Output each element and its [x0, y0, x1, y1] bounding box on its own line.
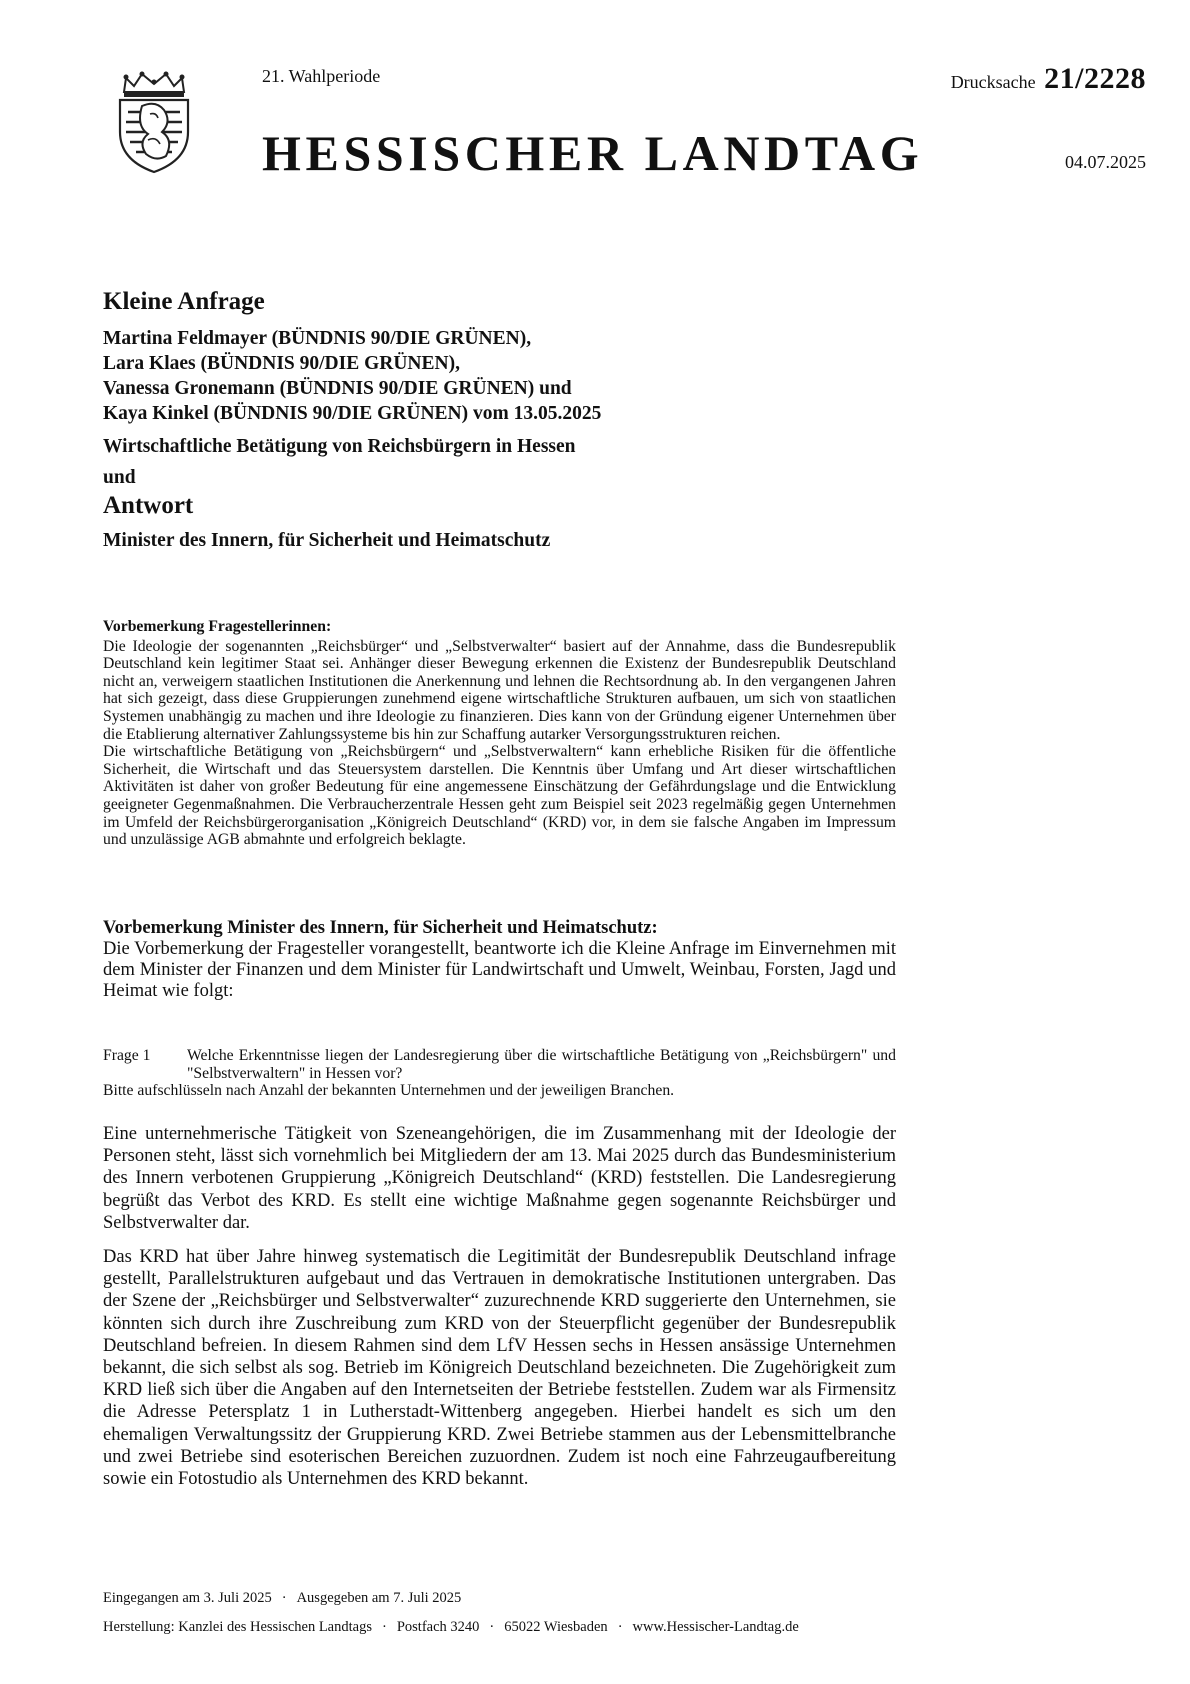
vorbemerkung-minister — [103, 918, 896, 1002]
frage-1 — [103, 1047, 896, 1100]
frage-subtext: Bitte aufschlüsseln nach Anzahl der bekannten Unternehmen und der jeweiligen Branchen. — [103, 1082, 675, 1100]
subject: Wirtschaftliche Betätigung von Reichsbürgern in Hessen — [103, 436, 576, 457]
postfach: Postfach 3240 — [396, 1619, 480, 1635]
author-line: Kaya Kinkel (BÜNDNIS 90/DIE GRÜNEN) vom 13.05.2025 — [103, 403, 602, 424]
answer-paragraph: Eine unternehmerische Tätigkeit von Szeneangehörigen, die im Zusammenhang mit der Ideologie der Personen steht, lässt sich vornehmlich bei Mitgliedern der am 13. Mai 2025 durch das Bundesministerium des Innern verbotenen Gruppierung „Königreich Deutschland“ (KRD) feststellen. Die Landesregierung begrüßt das Verbot des KRD. Es stellt eine wichtige Maßnahme gegen sogenannte Reichsbürger und Selbstverwalter dar. — [103, 1124, 896, 1233]
antwort-heading: Antwort — [103, 492, 194, 519]
hessen-coat-of-arms-icon — [112, 70, 196, 174]
ausgegeben: Ausgegeben am 7. Juli 2025 — [296, 1590, 462, 1606]
separator: · — [381, 1619, 387, 1635]
answer-paragraph: Das KRD hat über Jahre hinweg systematisch die Legitimität der Bundesrepublik Deutschland infrage gestellt, Parallelstrukturen aufgebaut und das Vertrauen in demokratische Institutionen untergraben. Das der Szene der „Reichsbürger und Selbstverwalter“ zuzurechnende KRD suggerierte den Unternehmen, sie könnten sich durch ihre Zuschreibung zum KRD von der Steuerpflicht gegenüber der Bundesrepublik Deutschland befreien. In diesem Rahmen sind dem LfV Hessen sechs in Hessen ansässige Unternehmen bekannt, die sich selbst als sog. Betrieb im Königreich Deutschland bezeichneten. Die Zugehörigkeit zum KRD ließ sich über die Angaben auf den Internetseiten der Betriebe feststellen. Zudem war als Firmensitz die Adresse Petersplatz 1 in Lutherstadt-Wittenberg angegeben. Hierbei handelt es sich um den ehemaligen Verwaltungssitz der Gruppierung KRD. Zwei Betriebe stammen aus der Lebensmittelbranche und zwei Betriebe sind esoterischen Bereichen zuzuordnen. Zudem ist noch eine Fahrzeugaufbereitung sowie ein Fotostudio als Unternehmen des KRD bekannt. — [103, 1247, 896, 1490]
kleine-anfrage-heading: Kleine Anfrage — [103, 288, 265, 315]
separator: · — [617, 1619, 623, 1635]
author-line: Lara Klaes (BÜNDNIS 90/DIE GRÜNEN), — [103, 353, 460, 374]
wahlperiode: 21. Wahlperiode — [262, 66, 381, 86]
vorbemerkung-fragesteller — [103, 618, 896, 849]
und-connector: und — [103, 467, 136, 488]
drucksache-number: 21/2228 — [1044, 62, 1146, 95]
eingegangen: Eingegangen am 3. Juli 2025 — [103, 1590, 272, 1606]
paragraph: Die Ideologie der sogenannten „Reichsbürger“ und „Selbstverwalter“ basiert auf der Annahme, dass die Bundesrepublik Deutschland kein legitimer Staat sei. Anhänger dieser Bewegung erkennen die Existenz der Bundesrepublik Deutschland nicht an, verweigern staatlichen Institutionen die Anerkennung und lehnen die Rechtsordnung ab. In den vergangenen Jahren hat sich gezeigt, dass diese Gruppierungen zunehmend eigene wirtschaftliche Strukturen aufbauen, um sich von staatlichen Systemen unabhängig zu machen und ihre Ideologie zu finanzieren. Dies kann von der Gründung eigener Unternehmen über die Etablierung alternativer Zahlungssysteme bis hin zur Schaffung autarker Versorgungsstrukturen reichen. — [103, 637, 896, 743]
footer-dates — [103, 1590, 461, 1607]
paragraph: Die Vorbemerkung der Fragesteller vorangestellt, beantworte ich die Kleine Anfrage im Einvernehmen mit dem Minister der Finanzen und dem Minister für Landwirtschaft und Umwelt, Weinbau, Forsten, Jagd und Heimat wie folgt: — [103, 939, 896, 1001]
minister-name: Minister des Innern, für Sicherheit und Heimatschutz — [103, 530, 551, 551]
drucksache-label: Drucksache — [950, 72, 1036, 92]
title-block — [103, 288, 963, 552]
website-link[interactable]: www.Hessischer-Landtag.de — [632, 1619, 799, 1635]
vorbemerkung-minister-heading: Vorbemerkung Minister des Innern, für Sicherheit und Heimatschutz: — [103, 918, 658, 938]
footer-imprint — [103, 1619, 799, 1636]
vorbemerkung-fragesteller-heading: Vorbemerkung Fragestellerinnen: — [103, 618, 332, 635]
author-line: Martina Feldmayer (BÜNDNIS 90/DIE GRÜNEN), — [103, 328, 532, 349]
separator: · — [489, 1619, 495, 1635]
paragraph: Die wirtschaftliche Betätigung von „Reichsbürgern“ und „Selbstverwaltern“ kann erhebliche Risiken für die öffentliche Sicherheit, die Wirtschaft und das Steuersystem darstellen. Die Kenntnis über Umfang und Art dieser wirtschaftlichen Aktivitäten ist daher von großer Bedeutung für eine angemessene Einschätzung der Gefährdungslage und die Entwicklung geeigneter Gegenmaßnahmen. Die Verbraucherzentrale Hessen geht zum Beispiel seit 2023 regelmäßig gegen Unternehmen im Umfeld der Reichsbürgerorganisation „Königreich Deutschland“ (KRD) vor, in dem sie falsche Angaben im Impressum und unzulässige AGB abmahnte und erfolgreich beklagte. — [103, 743, 896, 849]
frage-label: Frage 1 — [103, 1047, 151, 1064]
landtag-title: HESSISCHER LANDTAG — [262, 125, 924, 181]
separator: · — [281, 1590, 287, 1606]
herstellung: Herstellung: Kanzlei des Hessischen Landtags — [103, 1619, 372, 1635]
document-date: 04.07.2025 — [1065, 152, 1146, 172]
drucksache — [951, 62, 1146, 96]
author-line: Vanessa Gronemann (BÜNDNIS 90/DIE GRÜNEN) und — [103, 378, 572, 399]
ort: 65022 Wiesbaden — [504, 1619, 608, 1635]
frage-text: Welche Erkenntnisse liegen der Landesregierung über die wirtschaftliche Betätigung von „Reichsbürgern" und "Selbstverwaltern" in Hessen vor? — [187, 1047, 896, 1082]
